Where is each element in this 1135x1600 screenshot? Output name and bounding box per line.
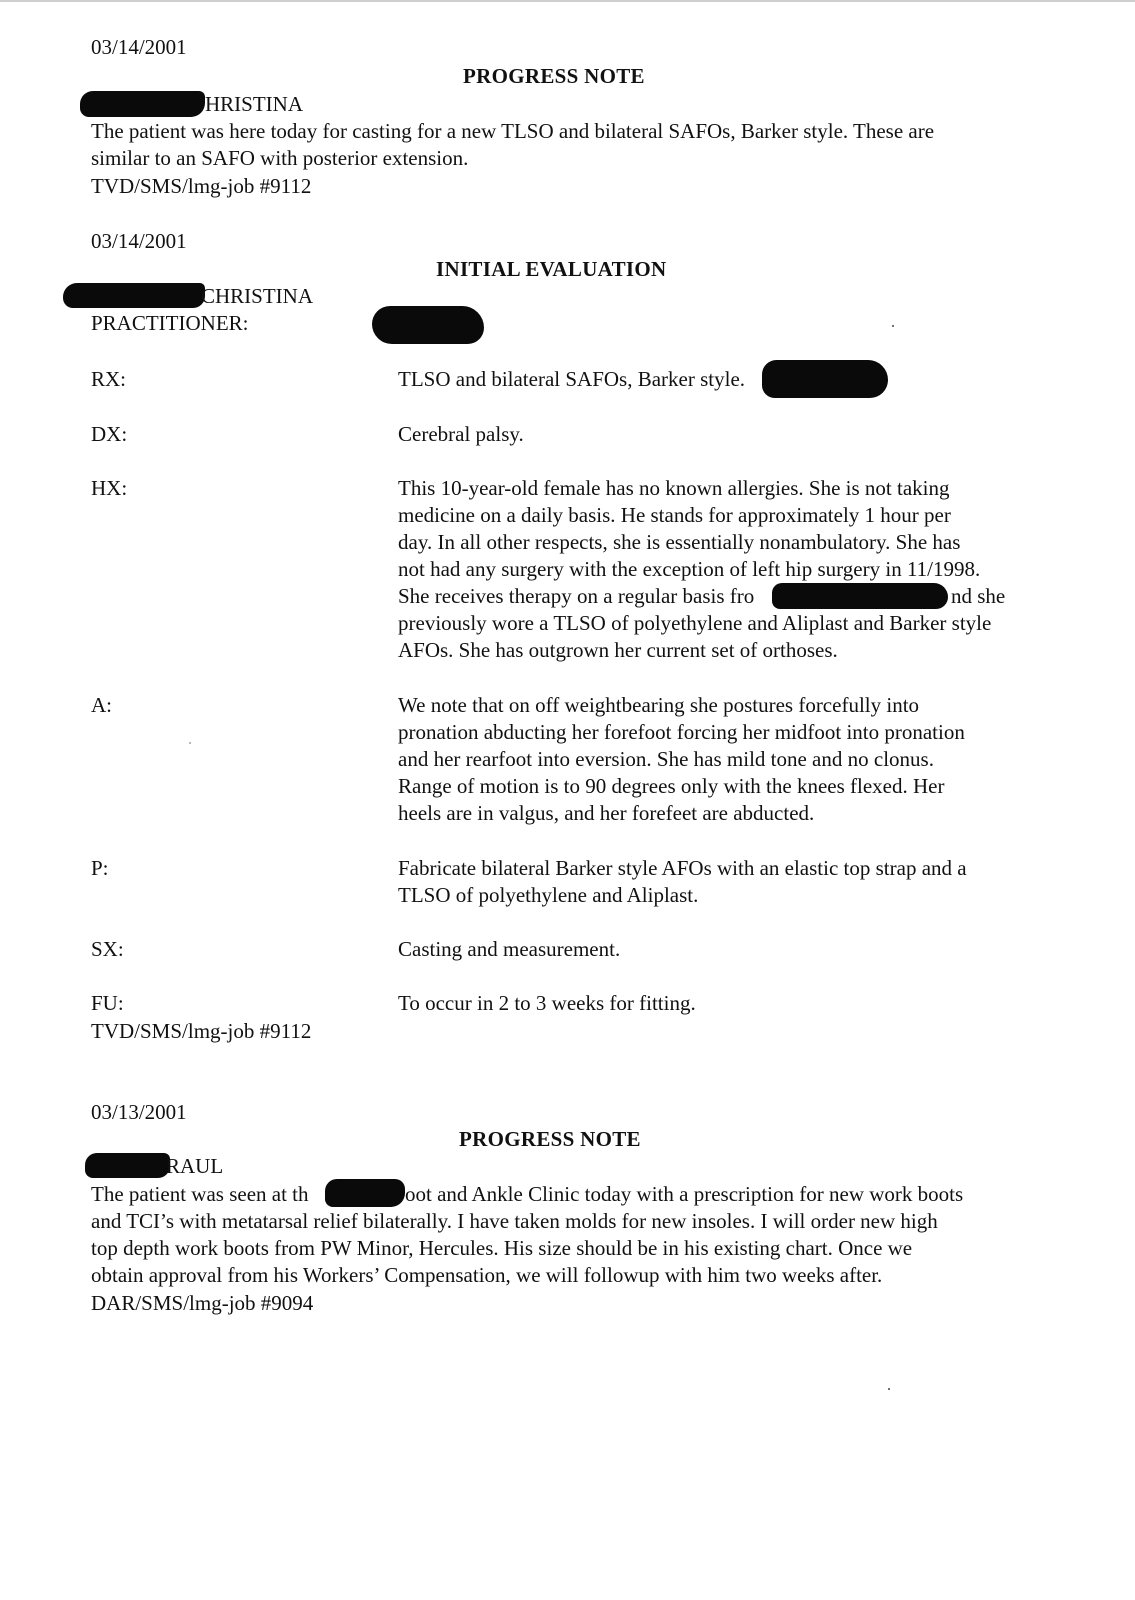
p-value	[398, 855, 1038, 909]
redaction-block	[63, 283, 205, 308]
note3-patient-name: RAUL	[166, 1154, 224, 1178]
hx-line-end: nd she	[951, 584, 1006, 608]
redaction-block	[762, 360, 888, 398]
note3-title: PROGRESS NOTE	[459, 1127, 641, 1151]
note2-date: 03/14/2001	[91, 229, 187, 253]
scan-speck	[892, 325, 894, 327]
note2-job-ref: TVD/SMS/lmg-job #9112	[91, 1019, 312, 1043]
hx-line: previously wore a TLSO of polyethylene and Aliplast and Barker style	[398, 611, 992, 635]
note3-body-line: top depth work boots from PW Minor, Hercules. His size should be in his existing chart. Once we	[91, 1236, 913, 1260]
note3-body-line: obtain approval from his Workers’ Compensation, we will followup with him two weeks after.	[91, 1263, 883, 1287]
note2-patient-name: CHRISTINA	[201, 284, 314, 308]
dx-label: DX:	[91, 422, 128, 446]
a-value	[398, 692, 1038, 827]
redaction-block	[80, 91, 205, 117]
note1-title: PROGRESS NOTE	[463, 64, 645, 88]
scan-speck	[888, 1388, 890, 1390]
a-label: A:	[91, 693, 112, 717]
note3-line-start: The patient was seen at th	[91, 1182, 309, 1206]
note2-title: INITIAL EVALUATION	[436, 257, 667, 281]
p-line: TLSO of polyethylene and Aliplast.	[398, 883, 699, 907]
fu-value: To occur in 2 to 3 weeks for fitting.	[398, 991, 696, 1015]
hx-line: not had any surgery with the exception of left hip surgery in 11/1998.	[398, 557, 981, 581]
rx-value: TLSO and bilateral SAFOs, Barker style.	[398, 367, 746, 391]
redaction-block	[372, 306, 484, 344]
a-line: Range of motion is to 90 degrees only with the knees flexed. Her	[398, 774, 945, 798]
fu-label: FU:	[91, 991, 124, 1015]
p-line: Fabricate bilateral Barker style AFOs with an elastic top strap and a	[398, 856, 967, 880]
note1-body	[91, 118, 1051, 172]
note1-body-line: similar to an SAFO with posterior extension.	[91, 146, 469, 170]
note1-date: 03/14/2001	[91, 35, 187, 59]
hx-line: medicine on a daily basis. He stands for approximately 1 hour per	[398, 503, 951, 527]
a-line: pronation abducting her forefoot forcing her midfoot into pronation	[398, 720, 965, 744]
hx-line: This 10-year-old female has no known allergies. She is not taking	[398, 476, 950, 500]
sx-value: Casting and measurement.	[398, 937, 621, 961]
note3-job-ref: DAR/SMS/lmg-job #9094	[91, 1291, 314, 1315]
note3-date: 03/13/2001	[91, 1100, 187, 1124]
note1-patient-name: HRISTINA	[205, 92, 303, 116]
redaction-block	[325, 1179, 405, 1207]
rx-label: RX:	[91, 367, 127, 391]
scan-speck	[189, 742, 191, 744]
redaction-block	[85, 1153, 170, 1178]
hx-line-start: She receives therapy on a regular basis fro	[398, 584, 755, 608]
practitioner-label: PRACTITIONER:	[91, 311, 249, 335]
a-line: heels are in valgus, and her forefeet are abducted.	[398, 801, 815, 825]
note1-body-line: The patient was here today for casting for a new TLSO and bilateral SAFOs, Barker style. These are	[91, 119, 935, 143]
p-label: P:	[91, 856, 109, 880]
dx-value: Cerebral palsy.	[398, 422, 524, 446]
a-line: and her rearfoot into eversion. She has mild tone and no clonus.	[398, 747, 934, 771]
note3-line-end: oot and Ankle Clinic today with a prescription for new work boots	[405, 1182, 964, 1206]
note3-body	[91, 1208, 1051, 1289]
sx-label: SX:	[91, 937, 124, 961]
hx-line: day. In all other respects, she is essentially nonambulatory. She has	[398, 530, 961, 554]
redaction-block	[772, 583, 948, 609]
note3-body-line: and TCI’s with metatarsal relief bilaterally. I have taken molds for new insoles. I will order new high	[91, 1209, 938, 1233]
a-line: We note that on off weightbearing she postures forcefully into	[398, 693, 920, 717]
note1-job-ref: TVD/SMS/lmg-job #9112	[91, 174, 312, 198]
hx-label: HX:	[91, 476, 128, 500]
page-top-edge	[0, 0, 1135, 2]
hx-line: AFOs. She has outgrown her current set of orthoses.	[398, 638, 838, 662]
hx-value	[398, 475, 1038, 664]
